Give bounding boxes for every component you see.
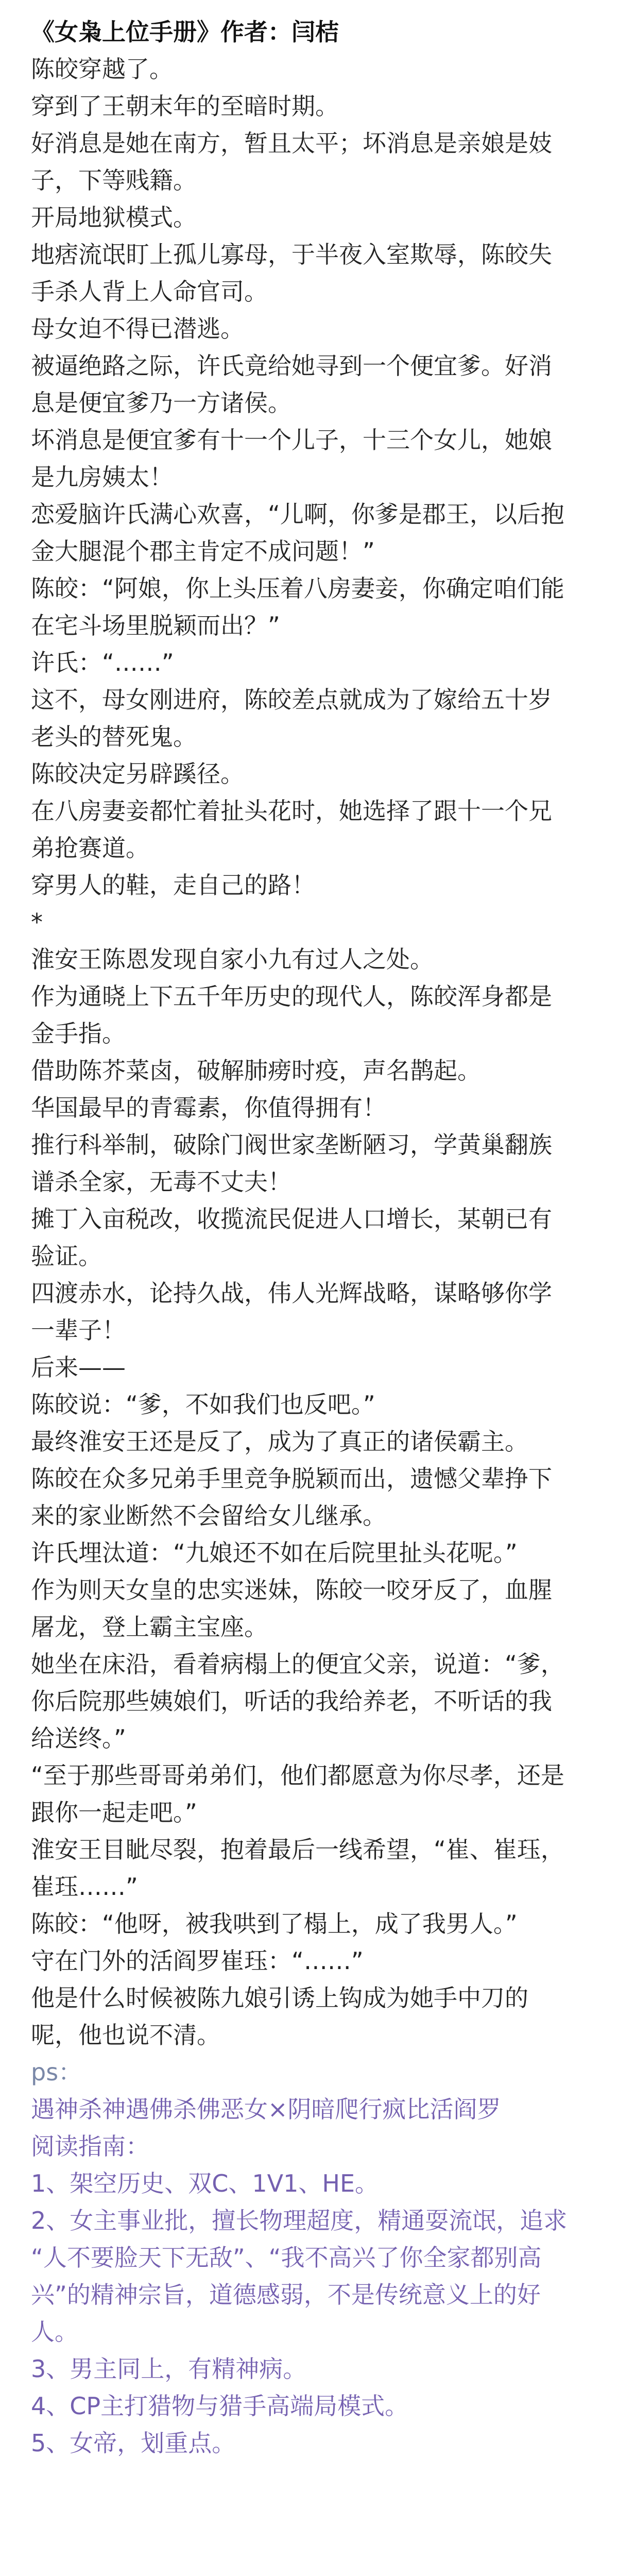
story-line: 给送终。” — [31, 1724, 126, 1752]
story-line: 许氏：“……” — [31, 649, 174, 676]
story-line: 穿男人的鞋，走自己的路！ — [31, 871, 315, 899]
story-line: 息是便宜爹乃一方诸侯。 — [31, 389, 291, 417]
story-line: 金手指。 — [31, 1020, 126, 1047]
story-line: 呢，他也说不清。 — [31, 2021, 220, 2049]
story-line: 一辈子！ — [31, 1316, 126, 1344]
story-line: 陈皎决定另辟蹊径。 — [31, 760, 244, 788]
book-title: 《女枭上位手册》作者：闫桔 — [31, 18, 339, 46]
story-line: 被逼绝路之际，许氏竟给她寻到一个便宜爹。好消 — [31, 352, 552, 380]
story-line: 在八房妻妾都忙着扯头花时，她选择了跟十一个兄 — [31, 797, 552, 825]
story-line: 他是什么时候被陈九娘引诱上钩成为她手中刀的 — [31, 1984, 528, 2012]
story-line: 地痞流氓盯上孤儿寡母，于半夜入室欺辱，陈皎失 — [31, 241, 552, 268]
ps-line: 人。 — [31, 2318, 78, 2346]
ps-section — [31, 2091, 587, 2462]
ps-line: 5、女帝，划重点。 — [31, 2429, 236, 2457]
story-line: 崔珏……” — [31, 1873, 138, 1901]
story-line: 来的家业断然不会留给女儿继承。 — [31, 1502, 386, 1530]
story-line: 在宅斗场里脱颖而出？” — [31, 612, 280, 639]
story-line: 穿到了王朝末年的至暗时期。 — [31, 92, 339, 120]
story-line: 华国最早的青霉素，你值得拥有！ — [31, 1094, 386, 1122]
story-line: 她坐在床沿，看着病榻上的便宜父亲，说道：“爹， — [31, 1650, 564, 1678]
story-line: 淮安王陈恩发现自家小九有过人之处。 — [31, 945, 434, 973]
story-line: 摊丁入亩税改，收揽流民促进人口增长，某朝已有 — [31, 1205, 552, 1233]
story-line: 是九房姨太！ — [31, 463, 173, 491]
ps-line: 阅读指南： — [31, 2132, 149, 2160]
story-line: 借助陈芥菜卤，破解肺痨时疫，声名鹊起。 — [31, 1057, 481, 1084]
story-line: 推行科举制，破除门阀世家垄断陋习，学黄巢翻族 — [31, 1131, 552, 1159]
story-line: 恋爱脑许氏满心欢喜，“儿啊，你爹是郡王，以后抱 — [31, 500, 564, 528]
story-line: 四渡赤水，论持久战，伟人光辉战略，谋略够你学 — [31, 1279, 552, 1307]
story-line: 许氏埋汰道：“九娘还不如在后院里扯头花呢。” — [31, 1539, 518, 1567]
story-line: 陈皎在众多兄弟手里竞争脱颖而出，遗憾父辈挣下 — [31, 1465, 552, 1493]
story-line: 手杀人背上人命官司。 — [31, 278, 268, 306]
story-line: 验证。 — [31, 1242, 102, 1270]
story-line: 最终淮安王还是反了，成为了真正的诸侯霸主。 — [31, 1428, 528, 1455]
story-line: 母女迫不得已潜逃。 — [31, 315, 244, 343]
story-line: 这不，母女刚进府，陈皎差点就成为了嫁给五十岁 — [31, 686, 552, 714]
ps-line: 3、男主同上，有精神病。 — [31, 2355, 307, 2383]
story-line: 陈皎穿越了。 — [31, 55, 173, 83]
story-line: 开局地狱模式。 — [31, 204, 197, 231]
story-line: 守在门外的活阎罗崔珏：“……” — [31, 1947, 364, 1975]
story-line: 后来—— — [31, 1353, 126, 1381]
story-line: 陈皎：“阿娘，你上头压着八房妻妾，你确定咱们能 — [31, 574, 564, 602]
story-line: 作为则天女皇的忠实迷妹，陈皎一咬牙反了，血腥 — [31, 1576, 552, 1604]
story-line: 谱杀全家，无毒不丈夫！ — [31, 1168, 291, 1196]
ps-line: 4、CP主打猎物与猎手高端局模式。 — [31, 2392, 409, 2420]
story-line: 你后院那些姨娘们，听话的我给养老，不听话的我 — [31, 1687, 552, 1715]
ps-line: 遇神杀神遇佛杀佛恶女×阴暗爬行疯比活阎罗 — [31, 2095, 501, 2123]
story-line: 淮安王目眦尽裂，抱着最后一线希望，“崔、崔珏， — [31, 1836, 564, 1863]
story-line: 屠龙，登上霸主宝座。 — [31, 1613, 268, 1641]
story-line: 子，下等贱籍。 — [31, 166, 197, 194]
story-line: 老头的替死鬼。 — [31, 723, 197, 751]
story-line: 弟抢赛道。 — [31, 834, 149, 862]
ps-line: “人不要脸天下无敌”、“我不高兴了你全家都别高 — [31, 2244, 542, 2272]
story-synopsis — [31, 50, 587, 2054]
story-line: “至于那些哥哥弟弟们，他们都愿意为你尽孝，还是 — [31, 1761, 564, 1789]
story-line: 陈皎：“他呀，被我哄到了榻上，成了我男人。” — [31, 1910, 518, 1938]
ps-label: ps： — [31, 2058, 82, 2086]
ps-line: 兴”的精神宗旨，道德感弱，不是传统意义上的好 — [31, 2281, 541, 2309]
story-line: 陈皎说：“爹，不如我们也反吧。” — [31, 1391, 375, 1418]
story-line: * — [31, 908, 43, 936]
ps-line: 1、架空历史、双C、1V1、HE。 — [31, 2170, 379, 2197]
story-line: 作为通晓上下五千年历史的现代人，陈皎浑身都是 — [31, 982, 552, 1010]
story-line: 好消息是她在南方，暂且太平；坏消息是亲娘是妓 — [31, 129, 552, 157]
story-line: 坏消息是便宜爹有十一个儿子，十三个女儿，她娘 — [31, 426, 552, 454]
story-line: 金大腿混个郡主肯定不成问题！” — [31, 537, 375, 565]
story-line: 跟你一起走吧。” — [31, 1799, 197, 1826]
ps-line: 2、女主事业批，擅长物理超度，精通耍流氓，追求 — [31, 2207, 568, 2234]
